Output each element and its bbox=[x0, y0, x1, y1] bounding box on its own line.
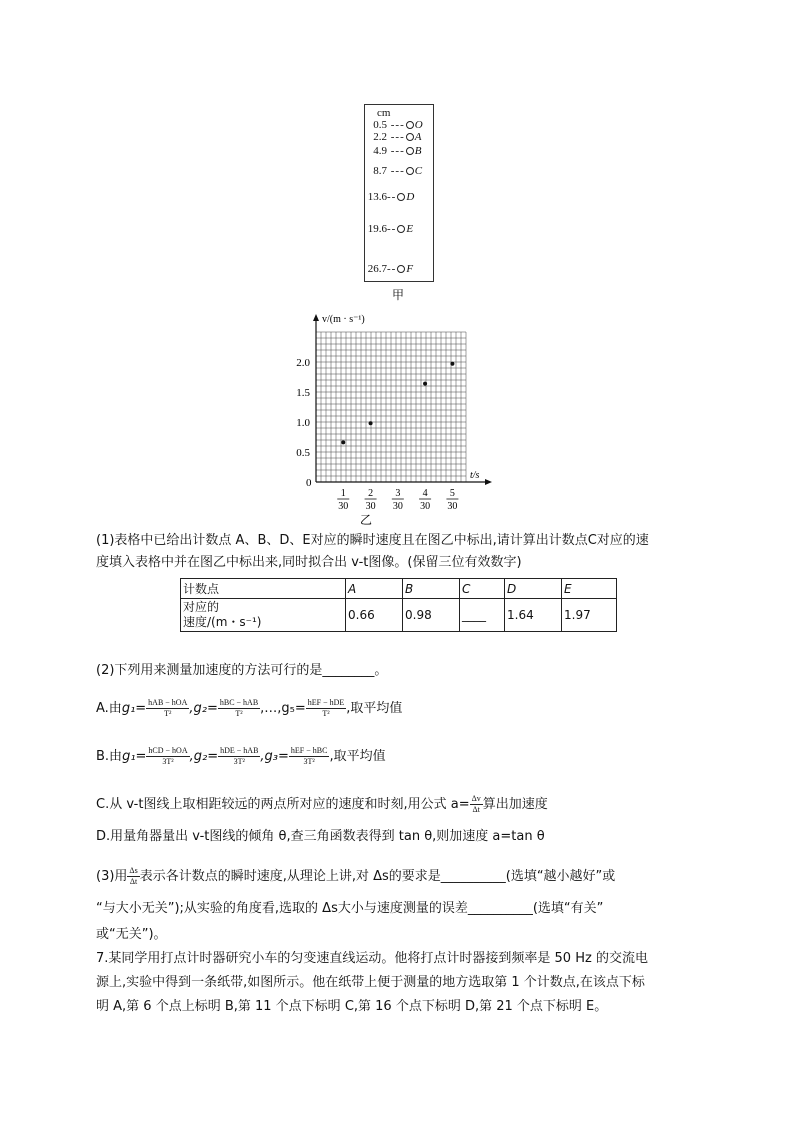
q2-option-a: A.由g₁= $\frac{\text{hAB − hOA}}{\text{T²}}$ ,g₂= $\frac{\text{hBC − hAB}}{\text{T²}}$ ,…,g₅= $\frac{\text{hEF − hDE}}{\text{T²}}$ ,取平均值 bbox=[96, 698, 403, 718]
x-tick-denominator: 30 bbox=[420, 501, 431, 512]
table-cell: 1.97 bbox=[562, 599, 617, 632]
q2-option-d: D.用量角器量出 v-t图线的倾角 θ,查三角函数表得到 tan θ,则加速度 a=tan θ bbox=[96, 829, 545, 844]
tape-unit: cm bbox=[377, 107, 391, 119]
table-cell: B bbox=[403, 579, 460, 599]
tape-row-f: 26.7-- F bbox=[367, 263, 414, 275]
table-cell: A bbox=[346, 579, 403, 599]
q1-line1: (1)表格中已给出计数点 A、B、D、E对应的瞬时速度且在图乙中标出,请计算出计数点C对应的速 bbox=[96, 533, 649, 548]
q3-line1: (3)用 $\frac{\Delta s}{\Delta t}$ 表示各计数点的瞬时速度,从理论上讲,对 Δs的要求是__________(选填“越小越好”或 bbox=[96, 866, 616, 886]
x-tick-numerator: 5 bbox=[449, 488, 455, 499]
table-cell: D bbox=[505, 579, 562, 599]
q2-option-c: C.从 v-t图线上取相距较远的两点所对应的速度和时刻,用公式 a= $\frac{\Delta v}{\Delta t}$ 算出加速度 bbox=[96, 794, 548, 814]
tape-row-e: 19.6-- E bbox=[367, 223, 414, 235]
q2-stem: (2)下列用来测量加速度的方法可行的是________。 bbox=[96, 663, 388, 678]
tape-row-c: 8.7 --- C bbox=[373, 165, 423, 177]
y-tick-label: 0.5 bbox=[296, 447, 310, 459]
q7-line3: 明 A,第 6 个点上标明 B,第 11 个点下标明 C,第 16 个点下标明 D,第 21 个点下标明 E。 bbox=[96, 999, 608, 1014]
data-point-a bbox=[341, 440, 345, 444]
table-row-label: 对应的 速度/(m・s⁻¹) bbox=[181, 599, 346, 632]
x-tick-denominator: 30 bbox=[365, 501, 376, 512]
tape-row-d: 13.6-- D bbox=[367, 191, 415, 203]
data-point-b bbox=[369, 421, 373, 425]
x-tick-numerator: 1 bbox=[340, 488, 346, 499]
chart-grid bbox=[316, 332, 466, 482]
table-cell: 0.98 bbox=[403, 599, 460, 632]
x-tick-denominator: 30 bbox=[338, 501, 349, 512]
y-axis-arrow bbox=[313, 314, 319, 321]
figure-caption-yi: 乙 bbox=[359, 513, 373, 527]
table-cell: E bbox=[562, 579, 617, 599]
y-tick-label: 1.5 bbox=[296, 387, 310, 399]
velocity-table bbox=[180, 578, 617, 632]
x-axis-label: t/s bbox=[470, 470, 480, 481]
y-tick-label: 2.0 bbox=[296, 357, 310, 369]
data-point-d bbox=[423, 382, 427, 386]
table-row bbox=[181, 599, 617, 632]
y-axis-label: v/(m · s⁻¹) bbox=[322, 314, 365, 325]
q3-line3: 或“无关”)。 bbox=[96, 927, 167, 942]
figure-caption-jia: 甲 bbox=[392, 288, 405, 302]
x-tick-numerator: 4 bbox=[422, 488, 428, 499]
x-tick-denominator: 30 bbox=[392, 501, 403, 512]
q2-option-b: B.由g₁= $\frac{\text{hCD − hOA}}{\text{3T²}}$ ,g₂= $\frac{\text{hDE − hAB}}{\text{3T²}}$ ,g₃= $\frac{\text{hEF − hBC}}{\text{3T²}}$ ,取平均值 bbox=[96, 746, 386, 766]
q7-line2: 源上,实验中得到一条纸带,如图所示。他在纸带上便于测量的地方选取第 1 个计数点,在该点下标 bbox=[96, 975, 645, 990]
data-point-e bbox=[450, 362, 454, 366]
x-tick-denominator: 30 bbox=[447, 501, 458, 512]
tape-row-a: 2.2 --- A bbox=[373, 131, 422, 143]
y-tick-label: 1.0 bbox=[296, 417, 310, 429]
ticker-tape-figure bbox=[364, 104, 434, 282]
table-cell: C bbox=[460, 579, 505, 599]
x-axis-arrow bbox=[485, 479, 492, 485]
vt-chart bbox=[280, 308, 510, 528]
table-cell-blank: ____ bbox=[460, 599, 505, 632]
tape-row-o: 0.5 --- O bbox=[373, 119, 423, 131]
x-tick-numerator: 2 bbox=[368, 488, 374, 499]
table-header-label: 计数点 bbox=[181, 579, 346, 599]
q7-line1: 7.某同学用打点计时器研究小车的匀变速直线运动。他将打点计时器接到频率是 50 Hz 的交流电 bbox=[96, 951, 648, 966]
origin-label: 0 bbox=[306, 477, 312, 489]
table-cell: 1.64 bbox=[505, 599, 562, 632]
table-row bbox=[181, 579, 617, 599]
table-cell: 0.66 bbox=[346, 599, 403, 632]
x-tick-numerator: 3 bbox=[395, 488, 401, 499]
tape-row-b: 4.9 --- B bbox=[373, 145, 422, 157]
q1-line2: 度填入表格中并在图乙中标出来,同时拟合出 v-t图像。(保留三位有效数字) bbox=[96, 555, 522, 570]
q3-line2: “与大小无关”);从实验的角度看,选取的 Δs大小与速度测量的误差__________(选填“有关” bbox=[96, 901, 604, 916]
